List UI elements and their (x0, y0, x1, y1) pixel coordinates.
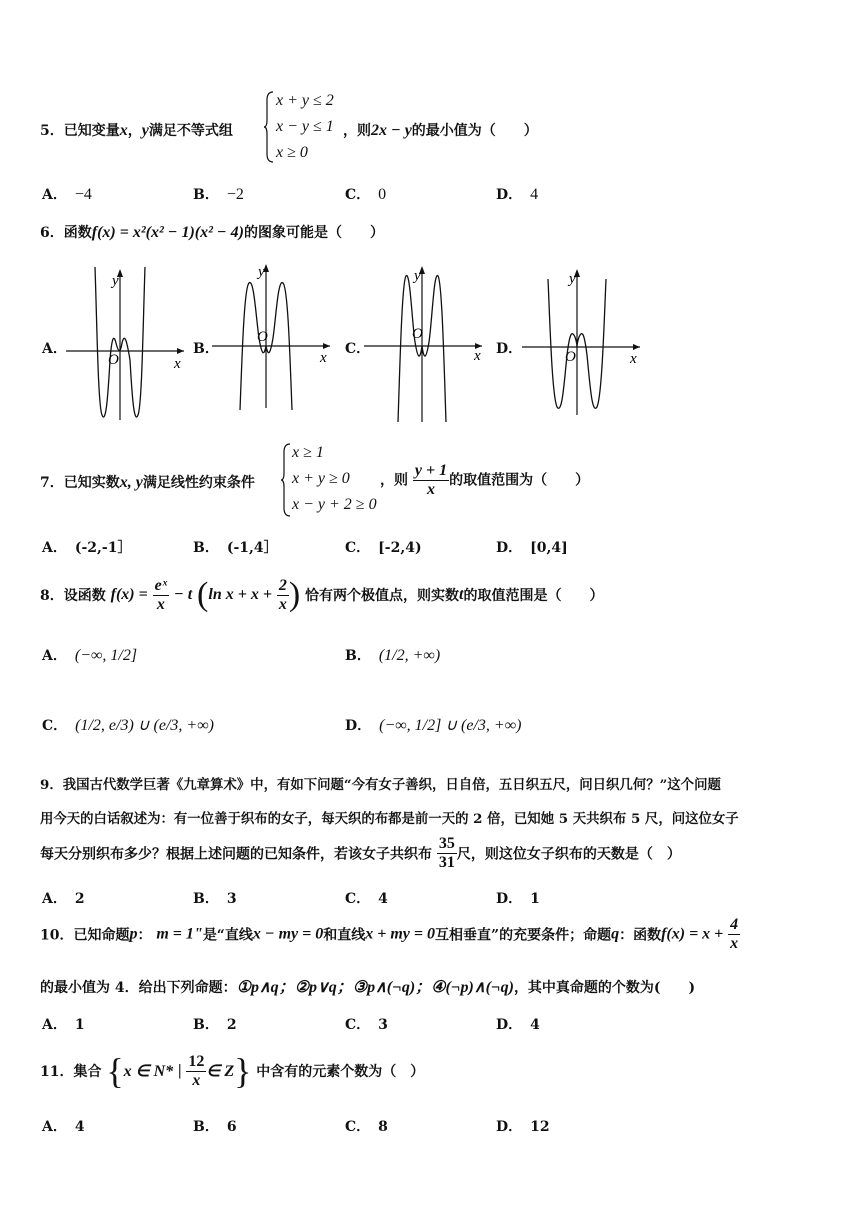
option-label: B． (193, 1119, 219, 1135)
option-text: 8 (378, 1119, 388, 1135)
q7-ineq-2: x + y ≥ 0 (292, 470, 350, 487)
q7-option-a[interactable] (42, 537, 131, 557)
q9-line-3 (40, 835, 681, 872)
y-axis-label: y (112, 273, 119, 289)
q7-ineq-1: x ≥ 1 (292, 444, 324, 461)
q8-frac-two (277, 577, 289, 614)
option-label: D． (496, 1119, 523, 1135)
option-label: C． (345, 1017, 371, 1033)
option-label: B． (345, 648, 371, 664)
option-text: (-1,4］ (226, 540, 278, 556)
q7-frac-num: y + 1 (414, 462, 448, 479)
q6-graph-b-label[interactable]: B． (193, 341, 219, 357)
q10-line-2b: ，其中真命题的个数为( ) (513, 980, 696, 996)
q8-two-num: 2 (278, 576, 287, 594)
option-text: 2 (226, 1017, 237, 1033)
option-label: A． (42, 1017, 67, 1033)
q6-graph-b[interactable] (210, 258, 340, 418)
option-label: A． (42, 891, 67, 907)
q7-stem-tail (380, 462, 589, 499)
q7-frac-den: x (426, 481, 435, 498)
q7-option-d[interactable] (496, 537, 568, 557)
q7-stem-c: ，则 (380, 472, 408, 489)
q10-stem-c: 和直线 (323, 927, 366, 944)
q9-option-b[interactable] (193, 888, 237, 908)
q8-option-b[interactable] (345, 645, 440, 665)
q9-line-3b: 尺，则这位女子织布的天数是（ ） (456, 846, 681, 863)
q5-expr: 2x − y (371, 122, 412, 139)
option-text: (-2,-1］ (74, 540, 132, 556)
option-label: B． (193, 891, 219, 907)
q5-stem-c: ，则 (343, 123, 371, 139)
q6-func: f(x) = x²(x² − 1)(x² − 4) (91, 224, 244, 241)
q6-graph-c[interactable] (362, 262, 492, 427)
q11-frac-num: 12 (188, 1052, 205, 1070)
q8-option-a[interactable] (42, 645, 137, 665)
q5-option-a[interactable] (42, 184, 92, 204)
q11-option-d[interactable] (496, 1116, 550, 1136)
q10-line2-eq: x + my = 0 (365, 925, 436, 943)
q5-comma: ， (127, 123, 142, 139)
q8-ex-num: eˣ (154, 576, 168, 594)
q5-option-c[interactable] (345, 184, 386, 204)
q9-frac-den: 31 (438, 854, 455, 871)
q6-stem-a: 6．函数 (40, 225, 92, 241)
q11-brace-close: } (234, 1051, 252, 1091)
q8-paren-close: ) (288, 576, 301, 613)
q6-graph-c-label[interactable]: C． (345, 341, 371, 357)
q8-var-t: t (459, 586, 464, 603)
option-text: [0,4] (530, 540, 568, 556)
option-text: 4 (530, 1017, 540, 1033)
option-text: −2 (226, 186, 244, 203)
q10-func: f(x) = x + (661, 925, 724, 943)
q11-stem-a: 11．集合 (40, 1064, 102, 1080)
option-text: (−∞, 1/2] (74, 647, 138, 664)
q10-prop-4: ；④(¬p)∧(¬q) (415, 979, 514, 996)
option-label: C． (345, 1119, 371, 1135)
q10-frac-den: x (730, 935, 739, 952)
q5-stem-b: 满足不等式组 (148, 123, 233, 139)
q5-ineq-1: x + y ≤ 2 (276, 92, 334, 109)
option-text: 3 (378, 1017, 388, 1033)
q8-minus-t: − t (174, 586, 193, 603)
q11-stem (40, 1050, 424, 1092)
q6-graph-a-label[interactable]: A． (42, 341, 67, 357)
q8-option-c[interactable] (42, 715, 214, 735)
q11-brace-open: { (106, 1051, 124, 1091)
q5-ineq-3: x ≥ 0 (276, 144, 308, 161)
q11-option-b[interactable] (193, 1116, 237, 1136)
q9-option-a[interactable] (42, 888, 85, 908)
q5-system-brace (263, 90, 275, 164)
q11-fraction (186, 1053, 206, 1090)
option-text: 6 (226, 1119, 237, 1135)
option-label: D． (496, 891, 523, 907)
origin-label: O (257, 329, 268, 345)
x-axis-label: x (174, 356, 181, 372)
q10-colon: ： (137, 927, 152, 944)
q9-fraction (437, 835, 457, 872)
q11-bar: | (178, 1062, 182, 1079)
option-label: B． (193, 187, 219, 203)
q6-graph-d-label[interactable]: D． (496, 341, 523, 357)
q10-cond: m = 1" (156, 925, 203, 943)
q5-stem-d: 的最小值为（ ） (411, 123, 538, 139)
x-axis-label: x (320, 350, 327, 366)
option-label: D． (496, 187, 523, 203)
q11-option-a[interactable] (42, 1116, 85, 1136)
option-label: C． (42, 718, 68, 734)
option-text: 3 (226, 891, 237, 907)
q10-option-a[interactable] (42, 1014, 85, 1034)
q8-paren-open: ( (197, 576, 209, 613)
option-text: 4 (74, 1119, 85, 1135)
q10-frac-num: 4 (730, 916, 739, 933)
q10-stem-d: 互相垂直”的充要条件；命题 (435, 927, 612, 944)
y-axis-label: y (258, 264, 265, 280)
origin-label: O (565, 349, 576, 365)
option-label: A． (42, 187, 67, 203)
q7-stem (40, 472, 255, 492)
option-text: 4 (530, 186, 539, 203)
q10-q: q (611, 925, 620, 943)
q10-line1-eq: x − my = 0 (252, 925, 324, 943)
option-label: D． (345, 718, 372, 734)
q10-option-c[interactable] (345, 1014, 388, 1034)
q10-prop-1: ①p∧q (236, 979, 279, 996)
y-axis-label: y (569, 271, 576, 287)
x-axis-label: x (474, 348, 481, 364)
q6-graph-d[interactable] (520, 265, 650, 420)
q8-f-lhs: f(x) = (110, 586, 148, 603)
q8-two-den: x (278, 595, 287, 613)
q10-fraction (728, 916, 740, 953)
q11-frac-den: x (192, 1071, 201, 1089)
option-label: A． (42, 648, 67, 664)
q5-var-x: x (119, 122, 128, 139)
q10-stem-e: ：函数 (619, 927, 662, 944)
q6-stem (40, 222, 384, 242)
q5-var-y: y (141, 122, 149, 139)
q10-prop-2: ；②p∨q (278, 979, 337, 996)
option-label: A． (42, 540, 67, 556)
q8-stem (40, 576, 603, 614)
q7-ineq-3: x − y + 2 ≥ 0 (292, 496, 377, 513)
q5-stem-tail (343, 120, 538, 140)
y-axis-label: y (414, 268, 421, 284)
q7-stem-d: 的取值范围为（ ） (449, 472, 590, 489)
option-label: B． (193, 540, 219, 556)
q9-line-3a: 每天分别织布多少？根据上述问题的已知条件，若该女子共织布 (40, 846, 432, 863)
q7-system-brace (280, 442, 292, 518)
q8-option-d[interactable] (345, 715, 521, 735)
option-text: 0 (378, 186, 387, 203)
origin-label: O (108, 352, 119, 368)
q7-stem-b: 满足线性约束条件 (142, 475, 255, 491)
q11-stem-b: 中含有的元素个数为（ ） (256, 1064, 425, 1080)
q7-stem-a: 7．已知实数 (40, 475, 120, 491)
q6-graph-a[interactable] (64, 265, 194, 425)
q10-line-2 (40, 974, 695, 997)
option-text: (1/2, +∞) (378, 647, 441, 664)
option-text: −4 (74, 186, 92, 203)
q7-vars: x, y (119, 474, 143, 491)
option-text: 1 (74, 1017, 85, 1033)
option-label: C． (345, 891, 371, 907)
q10-stem-a: 10．已知命题 (40, 927, 130, 944)
q10-line-1 (40, 916, 740, 953)
q5-option-b[interactable] (193, 184, 244, 204)
q7-option-b[interactable] (193, 537, 278, 557)
q7-fraction (413, 462, 449, 499)
q9-frac-num: 35 (438, 835, 455, 852)
q9-line-1: 9．我国古代数学巨著《九章算术》中，有如下问题“今有女子善织，日自倍，五日织五尺，问日织几何？”这个问题 (40, 777, 721, 793)
option-text: 2 (74, 891, 85, 907)
q10-line-2a: 的最小值为 4．给出下列命题： (40, 980, 237, 996)
q11-set-a: x ∈ N* (123, 1063, 174, 1080)
option-text: 1 (530, 891, 540, 907)
q5-stem-a: 5．已知变量 (40, 123, 120, 139)
q8-stem-b: 恰有两个极值点，则实数 (305, 588, 460, 604)
q5-option-d[interactable] (496, 184, 538, 204)
q10-option-d[interactable] (496, 1014, 540, 1034)
q8-ln-part: ln x + x + (208, 586, 272, 603)
option-label: C． (345, 187, 371, 203)
option-text: (1/2, e/3) ∪ (e/3, +∞) (75, 717, 214, 734)
option-text: 4 (378, 891, 388, 907)
q9-option-d[interactable] (496, 888, 540, 908)
q10-p: p (129, 925, 138, 943)
q6-stem-b: 的图象可能是（ ） (243, 225, 384, 241)
q9-line-2: 用今天的白话叙述为：有一位善于织布的女子，每天织的布都是前一天的 2 倍，已知她 5 天共织布 5 尺，问这位女子 (40, 811, 739, 827)
option-text: (−∞, 1/2] ∪ (e/3, +∞) (379, 717, 522, 734)
q8-stem-a: 8．设函数 (40, 588, 106, 604)
option-label: A． (42, 1119, 67, 1135)
q5-stem (40, 120, 233, 140)
option-text: 12 (530, 1119, 550, 1135)
q9-option-c[interactable] (345, 888, 388, 908)
option-label: B． (193, 1017, 219, 1033)
q10-option-b[interactable] (193, 1014, 237, 1034)
option-label: C． (345, 540, 371, 556)
q10-stem-b: 是“直线 (202, 927, 253, 944)
option-label: D． (496, 1017, 523, 1033)
option-text: [-2,4) (378, 540, 422, 556)
q7-option-c[interactable] (345, 537, 422, 557)
option-label: D． (496, 540, 523, 556)
q11-option-c[interactable] (345, 1116, 388, 1136)
q8-ex-den: x (156, 595, 165, 613)
q8-stem-c: 的取值范围是（ ） (463, 588, 604, 604)
q11-set-b: ∈ Z (206, 1063, 235, 1080)
origin-label: O (412, 326, 423, 342)
q5-ineq-2: x − y ≤ 1 (276, 118, 334, 135)
q10-prop-3: ；③p∧(¬q) (336, 979, 416, 996)
q8-frac-ex (153, 577, 170, 614)
x-axis-label: x (630, 351, 637, 367)
